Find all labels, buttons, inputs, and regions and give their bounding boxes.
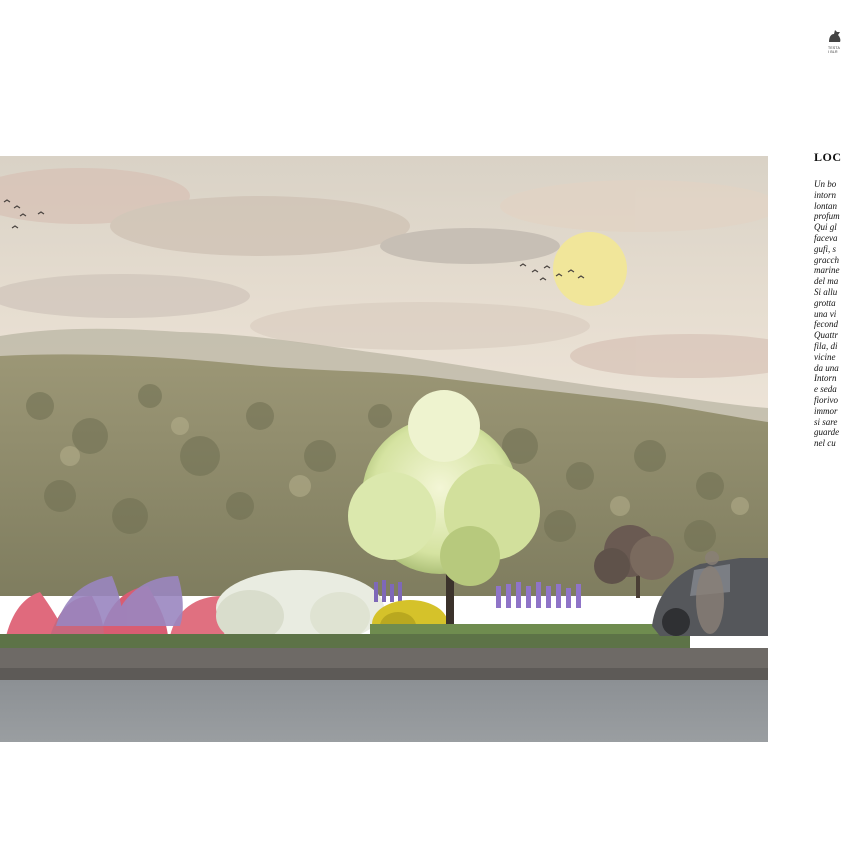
text-line: Si allu — [814, 286, 838, 297]
text-line: Un bo — [814, 179, 837, 189]
text-line: profum — [814, 211, 840, 222]
text-line: grotta — [814, 297, 836, 308]
text-line: vicine — [814, 351, 836, 362]
text-line: e seda — [814, 384, 837, 395]
text-line: da una — [814, 362, 839, 373]
text-line: marine — [814, 265, 840, 276]
text-line: guarde — [814, 427, 840, 438]
sun — [553, 232, 627, 306]
sidebar-title: LOC — [814, 150, 842, 164]
text-line: una vi — [814, 308, 837, 319]
text-line: fila, di — [814, 340, 838, 351]
text-line: fiorivo — [814, 394, 838, 405]
sidebar-text — [814, 179, 842, 449]
description-sidebar — [814, 150, 842, 530]
curb — [0, 648, 768, 668]
text-line: gufi, s — [814, 243, 837, 254]
text-line: lontan — [814, 200, 838, 211]
logo-text — [828, 46, 840, 54]
road — [0, 680, 768, 742]
logo-line: TESTA — [828, 46, 841, 50]
text-line: Intorn — [814, 373, 837, 384]
logo — [826, 26, 842, 58]
text-line: intorn — [814, 189, 837, 200]
text-line: del ma — [814, 276, 839, 287]
text-line: si sare — [814, 416, 838, 427]
text-line: nel cu — [814, 438, 836, 449]
logo-line: I BLR — [828, 50, 838, 54]
curb-edge — [0, 668, 768, 680]
text-line: fecond — [814, 319, 838, 330]
text-line: faceva — [814, 232, 838, 243]
text-line: Quattr — [814, 330, 839, 341]
text-line: Qui gl — [814, 222, 837, 233]
text-line: gracch — [814, 254, 839, 265]
planter-bed — [0, 634, 690, 648]
bird-logo-icon — [826, 26, 842, 46]
landscape-illustration — [0, 156, 768, 742]
text-line: immor — [814, 405, 838, 416]
